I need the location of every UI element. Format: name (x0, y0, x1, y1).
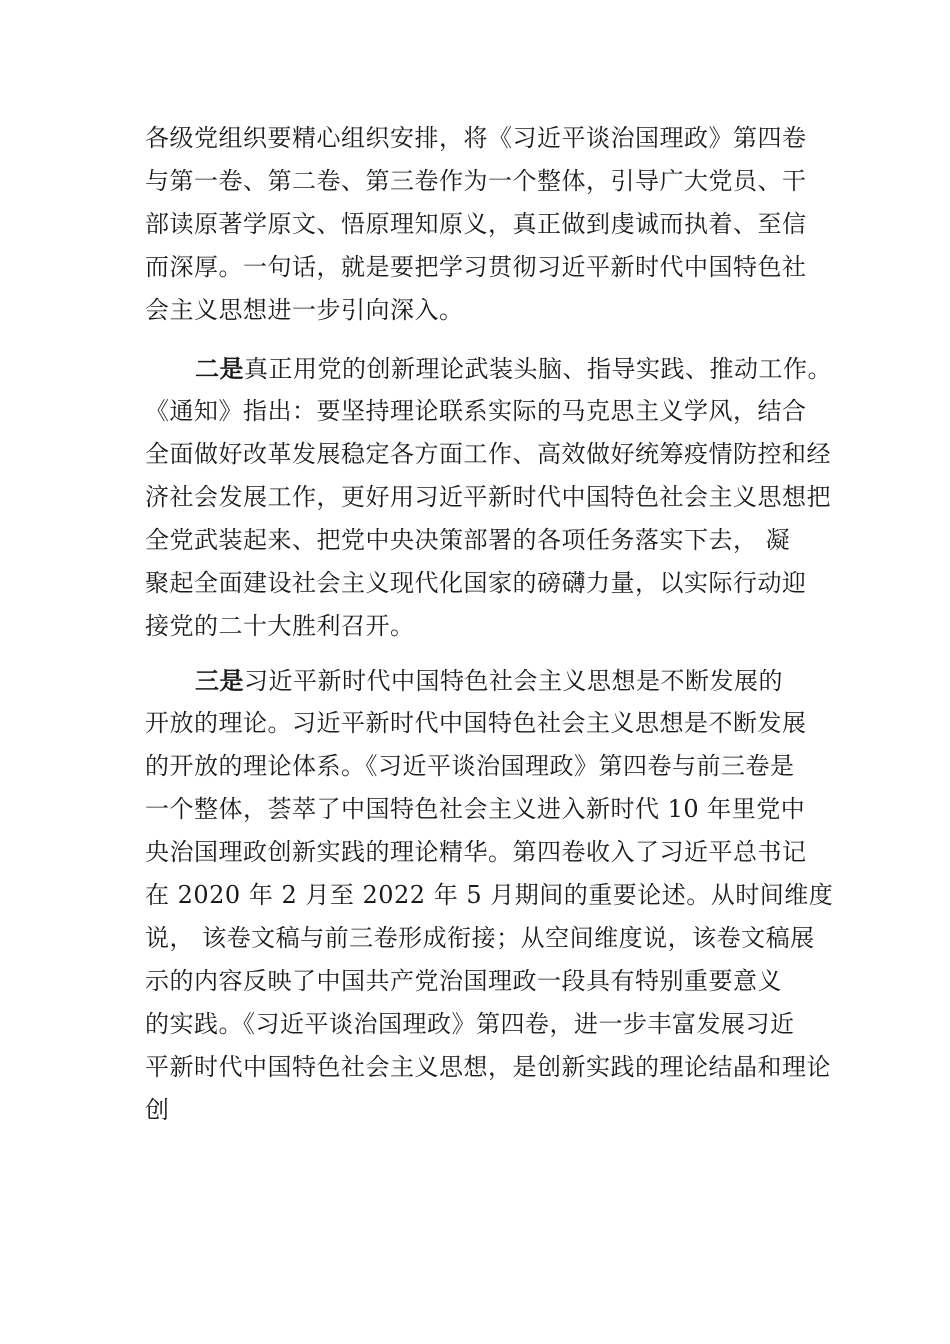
text-line: 示的内容反映了中国共产党治国理政一段具有特别重要意义 (145, 967, 782, 995)
text-line: 济社会发展工作，更好用习近平新时代中国特色社会主义思想把 (145, 483, 831, 511)
text-line: 聚起全面建设社会主义现代化国家的磅礴力量，以实际行动迎 (145, 569, 807, 597)
text-line: 说， 该卷文稿与前三卷形成衔接；从空间维度说，该卷文稿展 (145, 924, 815, 952)
text-line: 的开放的理论体系。《习近平谈治国理政》第四卷与前三卷是 (145, 752, 795, 780)
paragraph-3 (145, 659, 834, 1132)
text-line: 而深厚。一句话，就是要把学习贯彻习近平新时代中国特色社 (145, 253, 807, 281)
text-line: 会主义思想进一步引向深入。 (145, 296, 464, 324)
text-line: 《通知》指出：要坚持理论联系实际的马克思主义学风，结合 (145, 397, 807, 425)
text-line-content: 真正用党的创新理论武装头脑、指导实践、推动工作。 (244, 355, 832, 383)
text-line: 的实践。《习近平谈治国理政》第四卷，进一步丰富发展习近 (145, 1010, 795, 1038)
paragraph-lead: 三是 (195, 666, 244, 695)
text-line: 各级党组织要精心组织安排，将《习近平谈治国理政》第四卷 (145, 124, 807, 152)
paragraph-lead: 二是 (195, 354, 244, 383)
text-line: 在 2020 年 2 月至 2022 年 5 月期间的重要论述。从时间维度 (145, 881, 834, 909)
text-line-first (145, 659, 825, 702)
text-line: 全面做好改革发展稳定各方面工作、高效做好统筹疫情防控和经 (145, 440, 831, 468)
text-line-content: 习近平新时代中国特色社会主义思想是不断发展的 (244, 667, 783, 695)
text-line: 部读原著学原文、悟原理知原义，真正做到虔诚而执着、至信 (145, 210, 807, 238)
text-line: 与第一卷、第二卷、第三卷作为一个整体，引导广大党员、干 (145, 167, 807, 195)
text-line: 一个整体，荟萃了中国特色社会主义进入新时代 10 年里党中 (145, 795, 806, 823)
text-line: 开放的理论。习近平新时代中国特色社会主义思想是不断发展 (145, 709, 807, 737)
text-line: 央治国理政创新实践的理论精华。第四卷收入了习近平总书记 (145, 838, 807, 866)
text-line: 接党的二十大胜利召开。 (145, 612, 415, 640)
text-line-first (145, 347, 832, 390)
text-line: 创 (145, 1096, 170, 1124)
paragraph-1 (145, 117, 825, 332)
paragraph-2 (145, 347, 832, 648)
text-line: 平新时代中国特色社会主义思想，是创新实践的理论结晶和理论 (145, 1053, 831, 1081)
text-line: 全党武装起来、把党中央决策部署的各项任务落实下去， 凝 (145, 526, 791, 554)
